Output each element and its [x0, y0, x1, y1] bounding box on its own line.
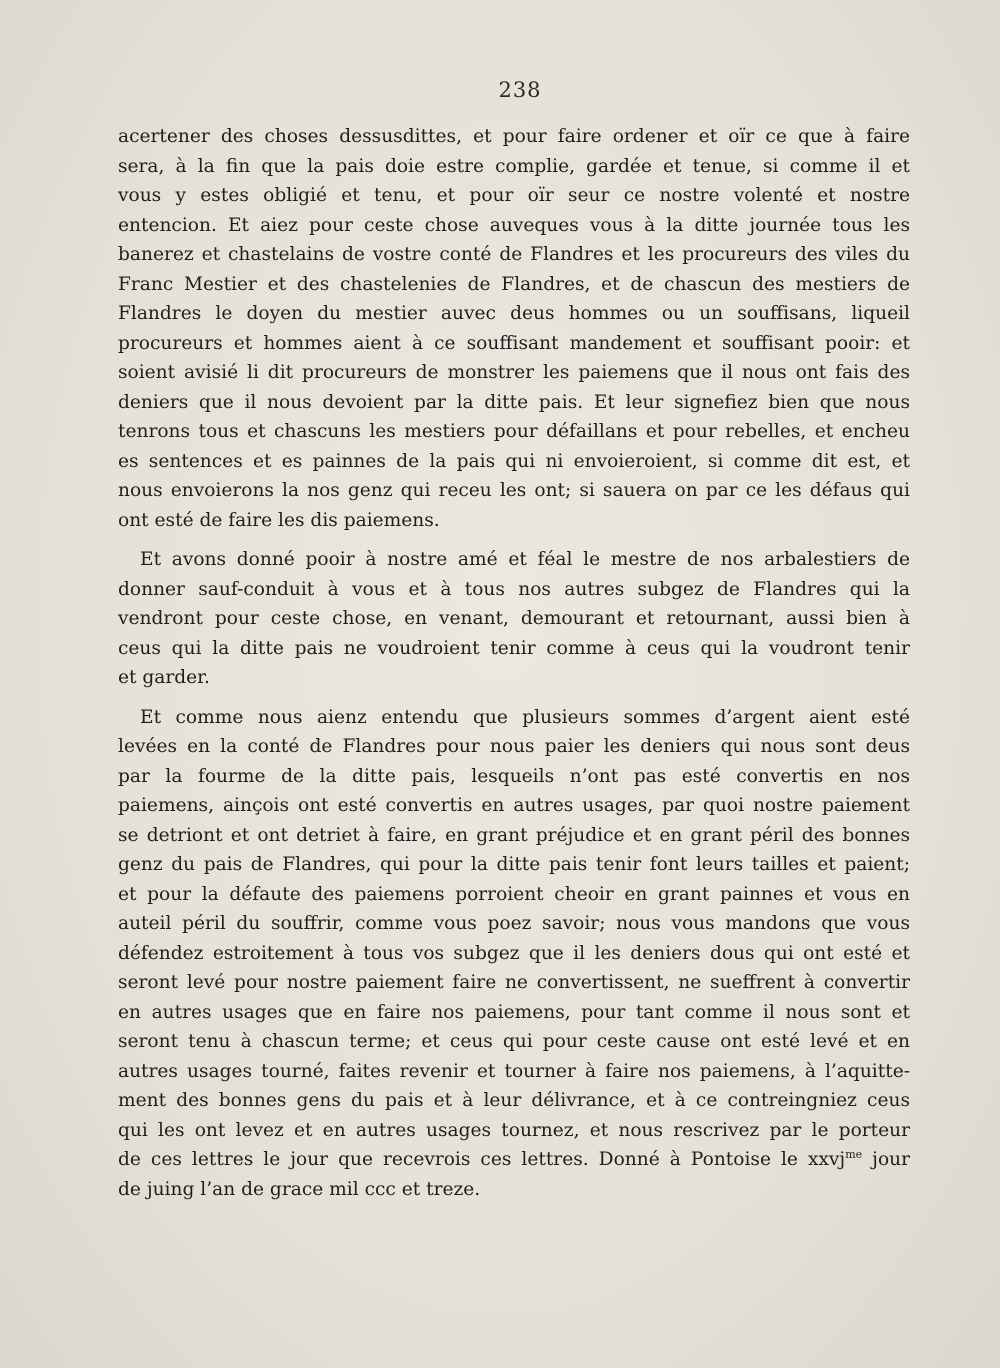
text-line: tenrons tous et chascuns les mestiers pour défaillans et pour rebelles, et encheu	[118, 421, 910, 442]
text-line: et garder.	[118, 667, 210, 688]
text-line: es sentences et es painnes de la pais qui ni envoieroient, si comme dit est, et	[118, 450, 910, 472]
text-line: autres usages tourné, faites revenir et tourner à faire nos paiemens, à l’aquitte-	[118, 1060, 910, 1082]
body-text	[118, 122, 910, 1204]
text-line: acertener des choses dessusdittes, et pour faire ordener et oïr ce que à faire	[118, 126, 910, 147]
text-line: par la fourme de la ditte pais, lesqueils n’ont pas esté convertis en nos	[118, 765, 910, 787]
text-line: deniers que il nous devoient par la ditte pais. Et leur signefiez bien que nous	[118, 391, 910, 413]
text-line: ceus qui la ditte pais ne voudroient tenir comme à ceus qui la voudront tenir	[118, 637, 910, 659]
text-line: en autres usages que en faire nos paiemens, pour tant comme il nous sont et	[118, 1001, 910, 1023]
paragraph	[118, 122, 910, 535]
text-line: auteil péril du souffrir, comme vous poez savoir; nous vous mandons que vous	[118, 913, 910, 934]
text-line: levées en la conté de Flandres pour nous paier les deniers qui nous sont deus	[118, 736, 910, 757]
text-line: seront levé pour nostre paiement faire ne convertissent, ne sueffrent à convertir	[118, 972, 910, 993]
text-line: et pour la défaute des paiemens porroient cheoir en grant painnes et vous en	[118, 883, 910, 905]
text-line: donner sauf-conduit à vous et à tous nos autres subgez de Flandres qui la	[118, 578, 910, 600]
text-line: seront tenu à chascun terme; et ceus qui pour ceste cause ont esté levé et en	[118, 1031, 910, 1052]
text-line: nous envoierons la nos genz qui receu les ont; si sauera on par ce les défaus qui	[118, 480, 910, 501]
text-line: Et avons donné pooir à nostre amé et féal le mestre de nos arbalestiers de	[140, 549, 910, 570]
page-number: 238	[498, 78, 542, 102]
text-line: sera, à la fin que la pais doie estre complie, gardée et tenue, si comme il et	[118, 155, 910, 177]
text-line: Franc Mestier et des chastelenies de Flandres, et de chascun des mestiers de	[118, 273, 910, 295]
text-line: soient avisié li dit procureurs de monstrer les paiemens que il nous ont fais des	[118, 362, 910, 383]
superscript: me	[845, 1147, 863, 1161]
text-line: Flandres le doyen du mestier auvec deus hommes ou un souffisans, liqueil	[118, 303, 910, 324]
text-line: vendront pour ceste chose, en venant, demourant et retournant, aussi bien à	[118, 608, 910, 629]
text-line: qui les ont levez et en autres usages tournez, et nous rescrivez par le porteur	[118, 1119, 910, 1141]
text-line: genz du pais de Flandres, qui pour la ditte pais tenir font leurs tailles et paient;	[118, 854, 910, 875]
paragraph	[118, 545, 910, 693]
text-line: entencion. Et aiez pour ceste chose auveques vous à la ditte journée tous les	[118, 214, 910, 236]
text-line: vous y estes obligié et tenu, et pour oïr seur ce nostre volenté et nostre	[118, 185, 910, 206]
paragraph	[118, 703, 910, 1205]
text-line: ont esté de faire les dis paiemens.	[118, 509, 440, 531]
text-line: se detriont et ont detriet à faire, en grant préjudice et en grant péril des bonnes	[118, 824, 910, 846]
text-line: paiemens, ainçois ont esté convertis en autres usages, par quoi nostre paiement	[118, 795, 910, 816]
paragraph-gap	[118, 535, 910, 545]
paragraph-gap	[118, 693, 910, 703]
text-line: défendez estroitement à tous vos subgez que il les deniers dous qui ont esté et	[118, 942, 910, 964]
text-line: de ces lettres le jour que recevrois ces lettres. Donné à Pontoise le xxvj$^{me}$ jour	[118, 1147, 911, 1170]
text-line: banerez et chastelains de vostre conté de Flandres et les procureurs des viles du	[118, 244, 910, 265]
text-line: ment des bonnes gens du pais et à leur délivrance, et à ce contreingniez ceus	[118, 1090, 910, 1111]
text-line: procureurs et hommes aient à ce souffisant mandement et souffisant pooir: et	[118, 332, 910, 354]
text-line: de juing l’an de grace mil ccc et treze.	[118, 1178, 481, 1200]
superscript-tail: jour	[862, 1149, 911, 1170]
text-line: Et comme nous aienz entendu que plusieurs sommes d’argent aient esté	[140, 706, 910, 728]
